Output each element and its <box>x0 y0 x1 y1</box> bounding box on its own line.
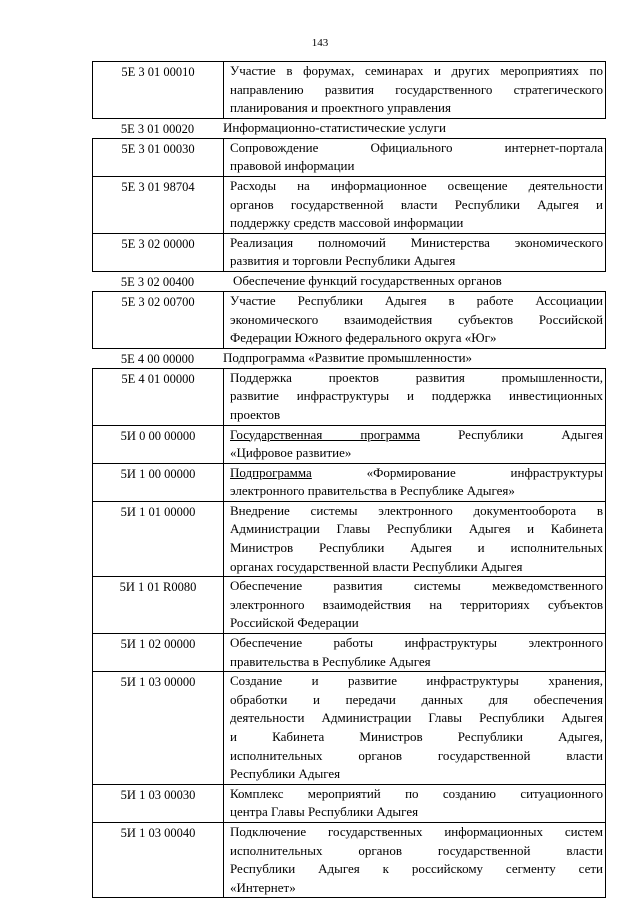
table-row <box>92 785 606 823</box>
row-name <box>224 292 605 348</box>
name-line: электронного правительства в Республике Адыгея» <box>230 483 515 499</box>
row-code: 5И 1 02 00000 <box>93 634 224 671</box>
row-code: 5E 3 01 00010 <box>93 62 224 118</box>
row-code: 5E 3 01 00020 <box>120 121 195 136</box>
name-line: Реализация полномочий Министерства экономического <box>230 234 603 250</box>
name-line: проектов <box>230 406 281 422</box>
name-line: исполнительных органов государственной власти <box>230 747 603 763</box>
name-line: Подпрограмма «Формирование инфраструктуры <box>230 464 603 480</box>
name-line: «Цифровое развитие» <box>230 445 352 461</box>
name-line: Обеспечение функций государственных органов <box>233 272 502 288</box>
name-line: деятельности Администрации Главы Республики Адыгея <box>230 710 603 726</box>
row-name <box>224 823 605 897</box>
table-row <box>92 138 606 177</box>
row-code: 5И 1 03 00000 <box>93 672 224 784</box>
name-line: Республики Адыгея к российскому сегменту сети <box>230 861 603 877</box>
name-line: Участие в форумах, семинарах и других мероприятиях по <box>230 63 603 78</box>
name-line: электронного взаимодействия на территориях субъектов <box>230 596 603 612</box>
table-row <box>92 349 606 368</box>
row-code: 5E 3 02 00000 <box>93 234 224 271</box>
name-line: развития и торговли Республики Адыгея <box>230 253 456 269</box>
table-row <box>92 426 606 464</box>
table-row <box>92 177 606 234</box>
name-line: Республики Адыгея <box>230 766 341 782</box>
name-line: Расходы на информационное освещение деятельности <box>230 177 603 193</box>
name-line: Участие Республики Адыгея в работе Ассоциации <box>230 292 603 308</box>
row-code: 5И 1 00 00000 <box>93 464 224 501</box>
row-name <box>223 119 606 138</box>
name-line: органов государственной власти Республики Адыгея и <box>230 196 603 212</box>
row-name <box>224 62 605 118</box>
name-line: направлению развития государственного стратегического <box>230 81 603 97</box>
row-name <box>224 672 605 784</box>
table-row <box>92 823 606 898</box>
name-line: центра Главы Республики Адыгея <box>230 804 419 820</box>
row-code: 5E 4 00 00000 <box>120 351 195 366</box>
row-name <box>224 502 605 576</box>
table-row <box>92 368 606 426</box>
name-line: Государственная программа Республики Адыгея <box>230 426 603 442</box>
row-name <box>224 577 605 633</box>
name-line: Обеспечение работы инфраструктуры электронного <box>230 635 603 651</box>
page-number: 143 <box>311 37 329 49</box>
row-code: 5И 1 01 00000 <box>93 502 224 576</box>
row-name <box>224 139 605 176</box>
table-row <box>92 291 606 349</box>
table-row <box>92 119 606 138</box>
name-line: планирования и проектного управления <box>230 100 451 116</box>
name-line: Подпрограмма «Развитие промышленности» <box>223 349 473 365</box>
row-name <box>223 272 606 291</box>
table-row <box>92 577 606 634</box>
name-line: Информационно-статистические услуги <box>223 119 446 135</box>
name-line: Федерации Южного федерального округа «Юг» <box>230 330 497 346</box>
name-line: Обеспечение развития системы межведомственного <box>230 578 603 594</box>
name-line: поддержку средств массовой информации <box>230 215 464 231</box>
name-line: органах государственной власти Республики Адыгея <box>230 558 523 574</box>
row-name <box>224 369 605 425</box>
row-name <box>224 177 605 233</box>
row-name <box>223 349 606 368</box>
row-code: 5E 3 01 00030 <box>93 139 224 176</box>
name-line: Подключение государственных информационных систем <box>230 823 603 839</box>
name-line: Комплекс мероприятий по созданию ситуационного <box>230 785 603 801</box>
name-line: Поддержка проектов развития промышленности, <box>230 369 603 385</box>
row-code: 5E 4 01 00000 <box>93 369 224 425</box>
table-row <box>92 672 606 785</box>
row-name <box>224 634 605 671</box>
row-code: 5И 1 03 00030 <box>93 785 224 822</box>
table-row <box>92 61 606 119</box>
row-name <box>224 426 605 463</box>
classification-table <box>92 61 606 898</box>
name-line: Создание и развитие инфраструктуры хранения, <box>230 673 603 689</box>
name-line: «Интернет» <box>230 879 296 895</box>
row-code: 5E 3 02 00700 <box>93 292 224 348</box>
name-line: Внедрение системы электронного документооборота в <box>230 502 603 518</box>
table-row <box>92 234 606 272</box>
row-code: 5И 1 03 00040 <box>93 823 224 897</box>
name-line: правительства в Республике Адыгея <box>230 653 431 669</box>
row-code: 5E 3 02 00400 <box>120 274 195 289</box>
name-line: исполнительных органов государственной власти <box>230 842 603 858</box>
table-row <box>92 502 606 577</box>
table-row <box>92 464 606 502</box>
name-line: правовой информации <box>230 158 355 174</box>
name-line: развитие инфраструктуры и поддержка инвестиционных <box>230 388 603 404</box>
name-line: обработки и передачи данных для обеспечения <box>230 691 603 707</box>
name-line: экономического взаимодействия субъектов Российской <box>230 311 603 327</box>
row-name <box>224 785 605 822</box>
row-name <box>224 464 605 501</box>
name-line: Сопровождение Официального интернет-портала <box>230 139 603 155</box>
row-code: 5И 0 00 00000 <box>93 426 224 463</box>
table-row <box>92 272 606 291</box>
name-line: Российской Федерации <box>230 615 359 631</box>
row-name <box>224 234 605 271</box>
name-line: Министров Республики Адыгея и исполнительных <box>230 540 603 556</box>
name-line: Администрации Главы Республики Адыгея и Кабинета <box>230 521 603 537</box>
row-code: 5E 3 01 98704 <box>93 177 224 233</box>
table-row <box>92 634 606 672</box>
name-line: и Кабинета Министров Республики Адыгея, <box>230 729 603 744</box>
row-code: 5И 1 01 R0080 <box>93 577 224 633</box>
